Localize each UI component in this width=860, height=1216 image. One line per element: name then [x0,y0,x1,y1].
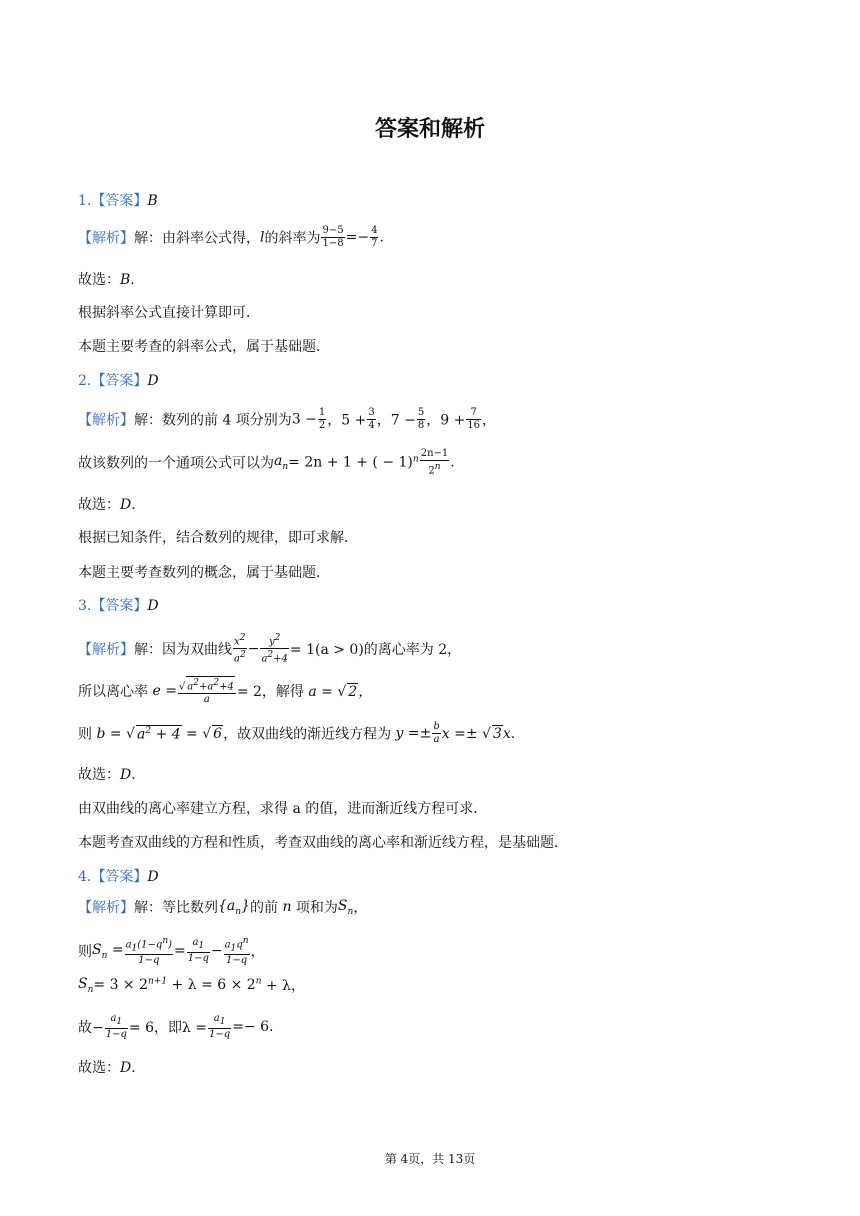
page-footer: 第 4页，共 13页 [384,1152,476,1166]
q2-answer: D [147,373,159,389]
q4-then: 则 [78,944,92,961]
q3-b-val: b = √ $a^2 + 4$ = √ 6 [96,725,223,743]
q4-text: 解：等比数列 [134,900,218,916]
q3-e: e = [152,683,177,700]
q1-period: . [379,229,384,246]
q4-sn-expr-2: + λ = 6 × 2 [167,977,256,993]
q1-choose-label: 故选： [78,272,120,288]
q4-lambda-value: =− 6. [232,1019,274,1035]
q2-analysis-tag: 【解析】 [78,412,134,429]
q2-term-3: ，7 − [376,412,416,429]
q3-choose-end: . [131,767,136,783]
q4-eq: = [174,943,186,960]
q1-answer-label: 1.【答案】 [78,193,148,209]
q2-choose-end: . [131,497,136,513]
q2-frac-2: $\frac{3}{4}$ [368,407,375,431]
q4-frac-2: $\frac{a_1}{1-q}$ [187,937,209,965]
q1-text-2: 的斜率为 [264,230,321,247]
q1-choose-line [78,270,135,290]
q2-formula-end: . [450,454,455,471]
q3-frac-y: $\frac{y^2}{a^2+4}$ [261,633,288,665]
q4-lambda-line [78,1013,273,1043]
q3-text-2: = 1(a > 0)的离心率为 2， [289,641,462,658]
q4-analysis-tag: 【解析】 [78,900,134,916]
q2-term-4: ，9 + [426,412,466,429]
q3-solution-line [78,632,462,665]
q2-note-1: 根据已知条件，结合数列的规律，即可求解． [78,530,358,546]
q1-equals: =− [345,229,370,246]
q3-asymptote-2: x =± √ 3x. [441,726,516,742]
q4-choose-end: . [131,1060,136,1076]
q2-a-n: $a_n$ [274,453,289,473]
q2-frac-3: $\frac{5}{8}$ [417,407,425,431]
q1-analysis-tag: 【解析】 [78,230,134,247]
q2-note-2: 本题主要考查数列的概念，属于基础题． [78,565,330,581]
q4-frac-3: $\frac{a_1q^n}{1-q}$ [224,936,249,967]
q3-minus: − [247,640,260,657]
q1-choose-end: . [130,272,135,288]
q2-formula-text: 故该数列的一个通项公式可以为 [78,455,274,472]
q3-frac-x: $\frac{x^2}{a^2}$ [234,633,246,665]
q4-exp-2: n [255,976,262,987]
q2-answer-line [78,371,159,391]
q4-n: n [282,899,292,915]
q2-frac-1: $\frac{1}{2}$ [318,407,326,431]
q1-text: 解：由斜率公式得， [134,230,260,247]
q4-so: 故− [78,1020,104,1036]
q3-b-text-2: ，故双曲线的渐近线方程为 [223,726,396,743]
q1-choose-answer: B [120,272,131,288]
q3-answer-label: 3.【答案】 [78,598,148,614]
q3-a-val: a = √ 2， [308,684,373,701]
q3-b-text: 则 [78,726,97,743]
q1-note-1: 根据斜率公式直接计算即可． [78,305,260,321]
q3-answer: D [147,598,159,614]
q3-note-1: 由双曲线的离心率建立方程，求得 a 的值，进而渐近线方程可求． [78,801,488,817]
q2-frac-4: $\frac{7}{16}$ [467,407,481,431]
q4-text-3: 项和为 [291,900,338,916]
q3-eccentricity-line [78,676,372,706]
q2-choose-label: 故选： [78,497,120,513]
q4-sn-expr-3: + λ， [261,978,306,994]
q3-ecc-text: 所以离心率 [78,684,153,701]
q2-solution-line [78,407,496,437]
q4-frac-1: $\frac{a_1(1-q^n)}{1-q}$ [125,936,173,967]
q1-solution-line [78,225,384,255]
q3-choose-answer: D [120,767,132,783]
q1-fraction-1: $\frac{9-5}{1-8}$ [322,225,344,249]
q4-comma-2: ， [250,944,265,961]
q4-frac-4: $\frac{a_1}{1-q}$ [105,1013,127,1040]
q4-minus: − [210,943,223,960]
q3-ecc-text-2: = 2，解得 [236,684,309,701]
q2-formula: = 2n + 1 + ( − 1) [288,454,413,471]
q1-answer-line [78,191,158,211]
page-title: 答案和解析 [374,117,485,142]
q3-ecc-frac: $\frac{√ a^2+a^2+4}{a}$ [178,678,234,706]
q4-choose-line [78,1058,136,1078]
q2-general-frac: $\frac{2n-1}{2^n}$ [420,448,449,477]
q3-note-2: 本题考查双曲线的方程和性质，考查双曲线的离心率和渐近线方程，是基础题． [78,835,568,851]
q2-term-1: 3 − [291,411,317,428]
q4-sum-formula-line [78,935,265,965]
q4-frac-5: $\frac{a_1}{1-q}$ [209,1013,231,1040]
q4-sn-2: $S_n$ [78,975,94,995]
q4-answer-line [78,867,159,887]
q2-exp: n [412,454,419,465]
q4-sn-value-line [78,975,305,1005]
q3-answer-line [78,596,159,616]
q3-text: 解：因为双曲线 [134,641,232,658]
q4-sn-expr: = 3 × 2 [93,977,149,993]
q4-seq: $\{a_n\}$ [218,897,250,917]
q1-var: l [260,229,265,246]
q2-term-2: ，5 + [327,412,367,429]
q4-solution-line [78,897,367,927]
q4-lambda-text: = 6，即λ = [128,1020,208,1036]
q4-comma: ， [353,900,368,916]
q2-choose-answer: D [120,497,132,513]
q3-ba-frac: $\frac{b}{a}$ [433,721,440,745]
q4-s-n: $S_n$ [337,897,354,917]
q3-b-line [78,721,515,751]
q4-choose-answer: D [120,1060,132,1076]
q1-note-2: 本题主要考查的斜率公式，属于基础题． [78,339,330,355]
q2-choose-line [78,495,136,515]
q2-formula-line [78,448,455,478]
q1-fraction-2: $\frac{4}{7}$ [371,225,378,249]
q4-text-2: 的前 [249,900,283,916]
q3-choose-line [78,765,136,785]
q3-asymptote: y =± [395,725,432,742]
q2-text: 解：数列的前 4 项分别为 [134,412,292,429]
q4-exp-1: n+1 [148,976,168,987]
q3-analysis-tag: 【解析】 [78,641,134,658]
q4-sn: $S_n$ = [92,941,124,961]
q4-answer: D [147,869,159,885]
q1-answer: B [147,193,158,209]
q2-den: 2 [428,465,435,477]
q3-choose-label: 故选： [78,767,120,783]
q4-choose-label: 故选： [78,1060,120,1076]
q2-term-5: ， [482,412,497,429]
q4-answer-label: 4.【答案】 [78,869,148,885]
q2-answer-label: 2.【答案】 [78,373,148,389]
